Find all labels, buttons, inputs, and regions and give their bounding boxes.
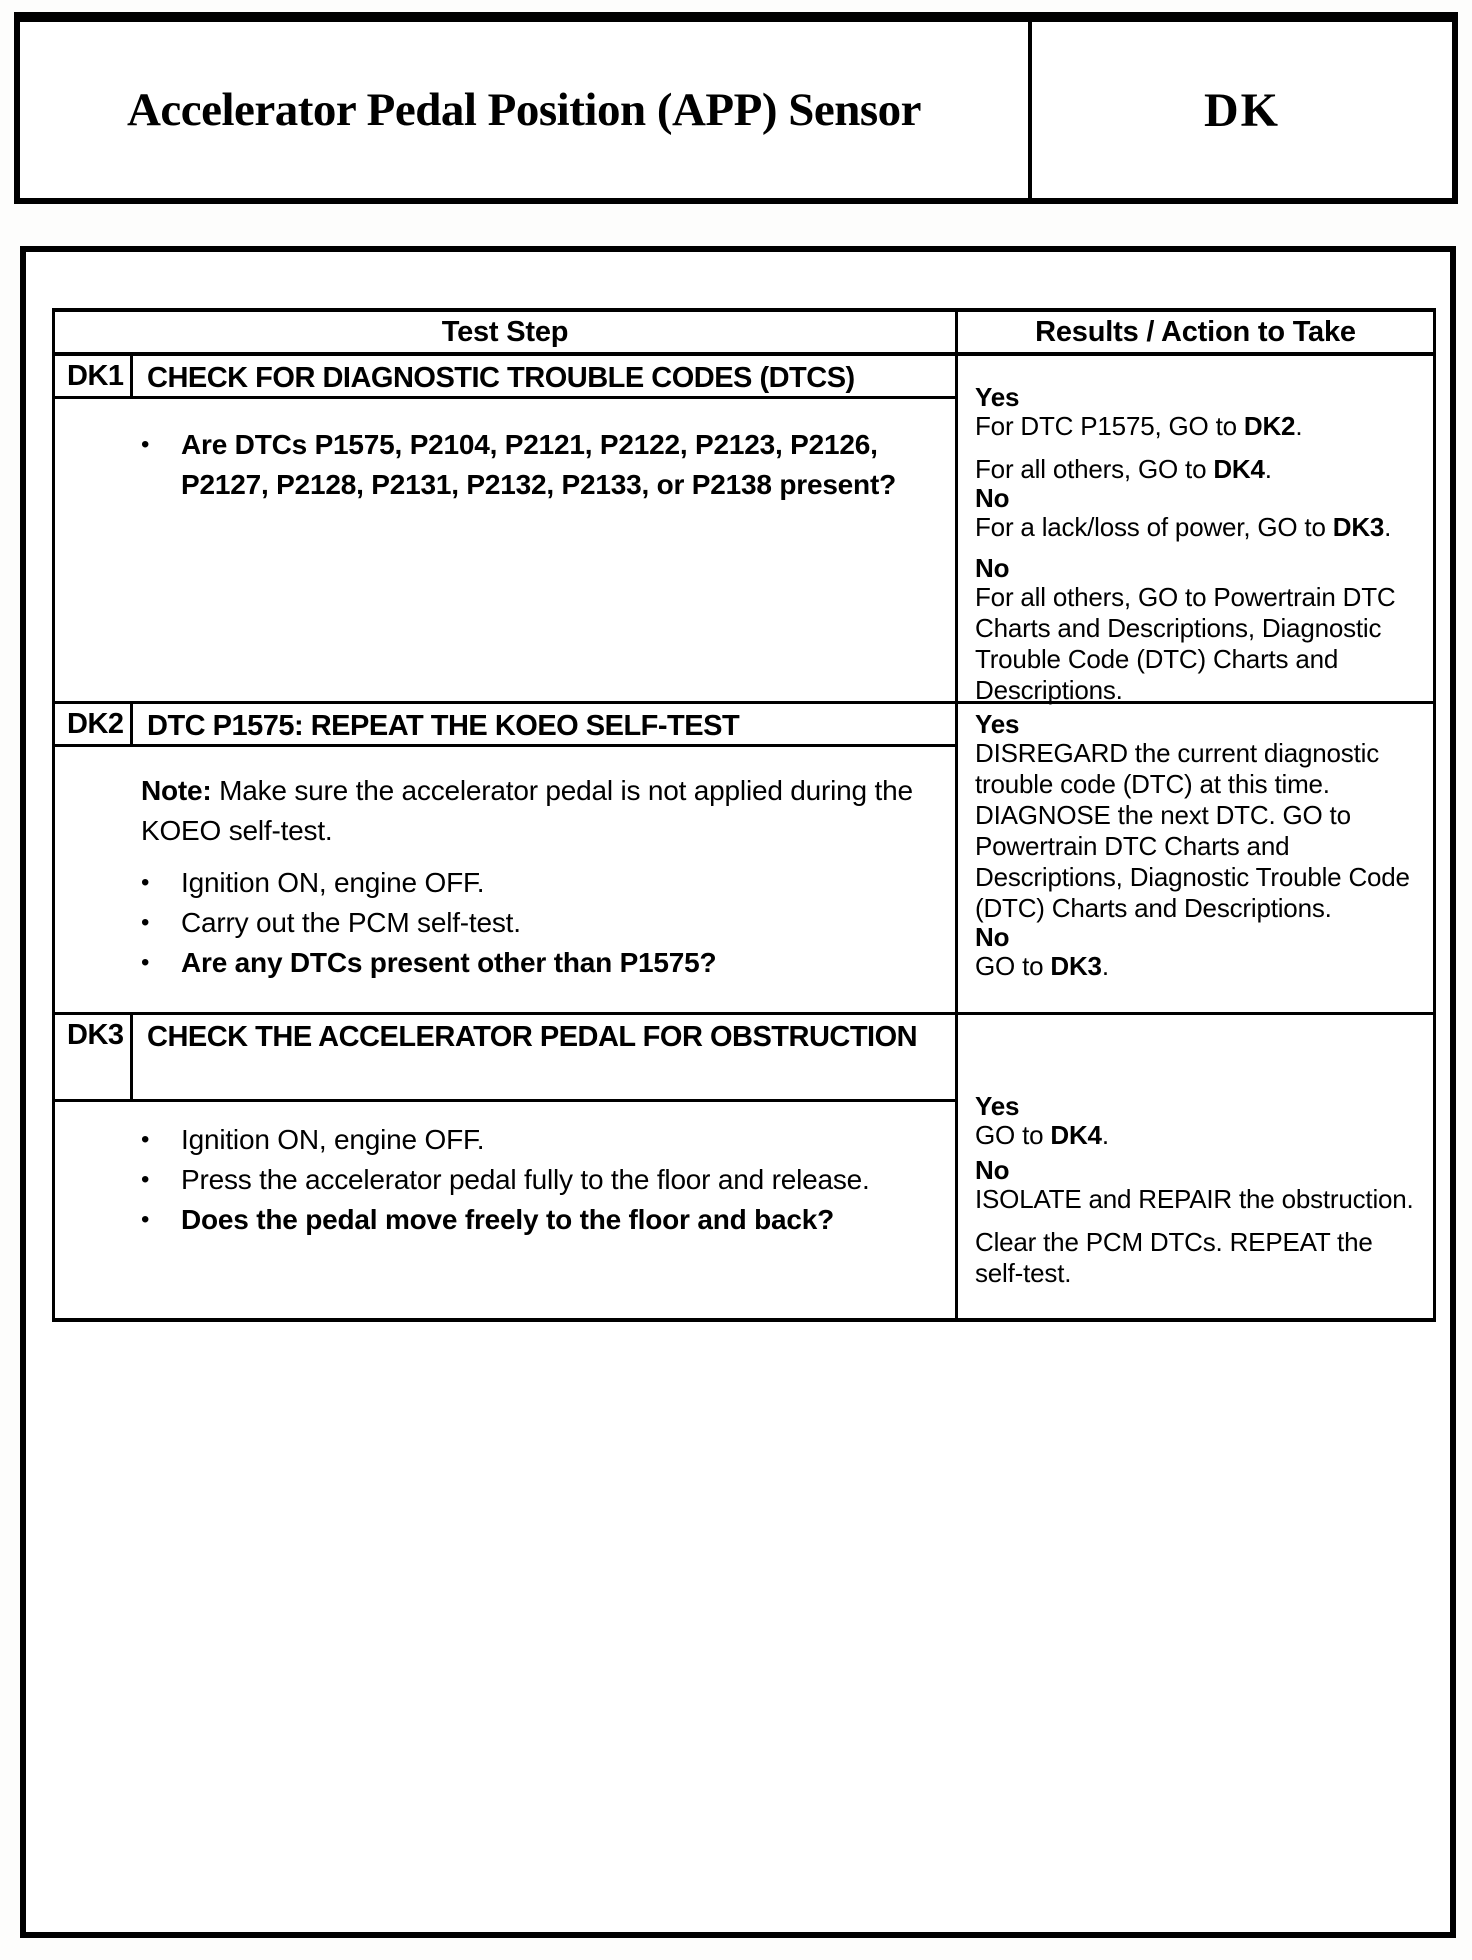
result-text: GO to (975, 951, 1051, 981)
table-row-dk1 (55, 356, 1433, 704)
list-item (141, 1200, 943, 1240)
column-header-test-step: Test Step (55, 312, 958, 352)
diagnostic-table (52, 308, 1436, 1322)
result-text: . (1101, 1120, 1109, 1150)
bullet-icon: • (141, 431, 150, 458)
goto-ref: DK3 (1050, 951, 1102, 981)
step-title: DTC P1575: REPEAT THE KOEO SELF-TEST (147, 710, 740, 742)
result-label: Yes (975, 382, 1020, 412)
page-title: Accelerator Pedal Position (APP) Sensor (126, 84, 922, 136)
bullet-text: Ignition ON, engine OFF. (181, 1124, 485, 1155)
bullet-text: Press the accelerator pedal fully to the floor and release. (181, 1164, 870, 1195)
goto-ref: DK2 (1243, 411, 1296, 441)
list-item (141, 1160, 943, 1200)
step-instructions (55, 1102, 955, 1318)
bullet-text: Are any DTCs present other than P1575? (181, 947, 717, 978)
step-title: CHECK FOR DIAGNOSTIC TROUBLE CODES (DTCS) (147, 362, 855, 394)
bullet-text: Does the pedal move freely to the floor and back? (181, 1204, 835, 1235)
step-code: DK2 (55, 704, 133, 744)
list-item (141, 863, 943, 903)
list-item (141, 903, 943, 943)
bullet-icon: • (141, 1206, 150, 1233)
note-label: Note: (141, 775, 212, 806)
result-line (975, 951, 1414, 982)
result-line: Clear the PCM DTCs. REPEAT the self-test. (975, 1227, 1373, 1288)
bullet-text: Carry out the PCM self-test. (181, 907, 521, 938)
step-code: DK3 (55, 1015, 133, 1099)
test-step-cell (55, 704, 958, 1012)
column-header-results: Results / Action to Take (1035, 315, 1356, 348)
table-header-row (55, 312, 1433, 356)
pinpoint-code: DK (1204, 83, 1280, 137)
result-line: For all others, GO to Powertrain DTC Charts and Descriptions, Diagnostic Trouble Code (DTC) Charts and Descriptions. (975, 582, 1396, 705)
goto-ref: DK4 (1050, 1120, 1102, 1150)
results-cell (958, 704, 1433, 1012)
step-instructions (55, 399, 955, 701)
result-label: No (975, 1155, 1010, 1185)
result-label: No (975, 483, 1010, 513)
step-code: DK1 (55, 356, 133, 396)
step-note (141, 771, 943, 851)
bullet-icon: • (141, 949, 150, 976)
step-title-row (55, 356, 955, 399)
bullet-text: Are DTCs P1575, P2104, P2121, P2122, P2123, P2126, P2127, P2128, P2131, P2132, P2133, or P2138 present? (181, 429, 896, 500)
note-text: Make sure the accelerator pedal is not applied during the KOEO self-test. (141, 775, 913, 846)
result-text: . (1384, 512, 1392, 542)
test-step-cell (55, 356, 958, 701)
results-cell (958, 356, 1433, 705)
result-label: Yes (975, 1091, 1020, 1121)
table-row-dk2 (55, 704, 1433, 1015)
result-label: No (975, 922, 1010, 952)
list-item (141, 1120, 943, 1160)
bullet-icon: • (141, 1166, 150, 1193)
result-line: DISREGARD the current diagnostic trouble code (DTC) at this time. DIAGNOSE the next DTC. GO to Powertrain DTC Charts and Descriptions, Diagnostic Trouble Code (DTC) Charts and Descriptions. (975, 738, 1410, 923)
bullet-icon: • (141, 869, 150, 896)
bullet-icon: • (141, 1126, 150, 1153)
table-row-dk3 (55, 1015, 1433, 1318)
page-header (14, 12, 1458, 204)
list-item (141, 425, 943, 505)
step-title-row (55, 1015, 955, 1102)
result-line (975, 411, 1414, 442)
test-step-cell (55, 1015, 958, 1318)
bullet-icon: • (141, 909, 150, 936)
result-text: . (1264, 454, 1272, 484)
result-text: For a lack/loss of power, GO to (975, 512, 1333, 542)
result-text: . (1101, 951, 1109, 981)
step-title: CHECK THE ACCELERATOR PEDAL FOR OBSTRUCTION (147, 1021, 918, 1053)
bullet-text: Ignition ON, engine OFF. (181, 867, 485, 898)
result-text: For all others, GO to (975, 454, 1214, 484)
result-line (975, 1120, 1414, 1151)
result-line: ISOLATE and REPAIR the obstruction. (975, 1184, 1414, 1214)
step-instructions (55, 747, 955, 1012)
result-text: GO to (975, 1120, 1051, 1150)
result-line (975, 512, 1414, 543)
result-line (975, 454, 1414, 485)
list-item (141, 943, 943, 983)
results-cell (958, 1015, 1433, 1318)
result-label: No (975, 553, 1010, 583)
pinpoint-code-cell (1032, 22, 1452, 198)
result-text: For DTC P1575, GO to (975, 411, 1244, 441)
page-title-cell (20, 22, 1032, 198)
result-label: Yes (975, 709, 1020, 739)
step-title-row (55, 704, 955, 747)
result-text: . (1295, 411, 1303, 441)
goto-ref: DK3 (1332, 512, 1385, 542)
goto-ref: DK4 (1213, 454, 1265, 484)
